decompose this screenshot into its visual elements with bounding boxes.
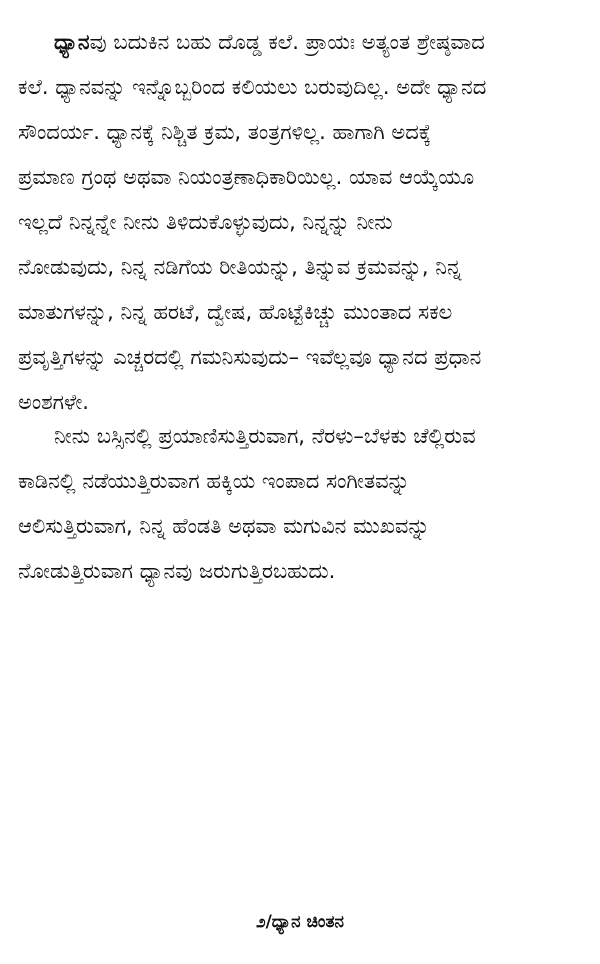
paragraph-line: ಪ್ರಮಾಣ ಗ್ರಂಥ ಅಥವಾ ನಿಯಂತ್ರಣಾಧಿಕಾರಿಯಿಲ್ಲ. ಯಾವ ಆಯ್ಕೆಯೂ — [18, 165, 475, 189]
paragraph-line: ಆಲಿಸುತ್ತಿರುವಾಗ, ನಿನ್ನ ಹೆಂಡತಿ ಅಥವಾ ಮಗುವಿನ ಮುಖವನ್ನು — [18, 514, 430, 538]
lead-word: ಧ್ಯಾನ — [54, 30, 90, 54]
paragraph-line — [18, 20, 584, 65]
paragraph-line: ಇಲ್ಲದೆ ನಿನ್ನನ್ನೇ ನೀನು ತಿಳಿದುಕೊಳ್ಳುವುದು, ನಿನ್ನನ್ನು ನೀನು — [18, 210, 393, 234]
line-text: ವು ಬದುಕಿನ ಬಹು ದೊಡ್ಡ ಕಲೆ. ಪ್ರಾಯಃ ಅತ್ಯಂತ ಶ್ರೇಷ್ಠವಾದ — [89, 30, 485, 54]
paragraph-line: ನೋಡುತ್ತಿರುವಾಗ ಧ್ಯಾನವು ಜರುಗುತ್ತಿರಬಹುದು. — [18, 559, 336, 583]
paragraph-line: ನೋಡುವುದು, ನಿನ್ನ ನಡಿಗೆಯ ರೀತಿಯನ್ನು, ತಿನ್ನುವ ಕ್ರಮವನ್ನು, ನಿನ್ನ — [18, 255, 462, 279]
paragraph-line: ಪ್ರವೃತ್ತಿಗಳನ್ನು ಎಚ್ಚರದಲ್ಲಿ ಗಮನಿಸುವುದು– ಇವೆಲ್ಲವೂ ಧ್ಯಾನದ ಪ್ರಧಾನ — [18, 345, 482, 369]
paragraph-line: ಅಂಶಗಳೇ. — [18, 390, 89, 414]
paragraph-2 — [18, 414, 584, 594]
paragraph-1 — [18, 20, 584, 425]
paragraph-line: ಕಲೆ. ಧ್ಯಾನವನ್ನು ಇನ್ನೊಬ್ಬರಿಂದ ಕಲಿಯಲು ಬರುವುದಿಲ್ಲ. ಅದೇ ಧ್ಯಾನದ — [18, 75, 487, 99]
page-footer: ೨/ಧ್ಯಾನ ಚಿಂತನ — [256, 912, 344, 932]
paragraph-line: ನೀನು ಬಸ್ಸಿನಲ್ಲಿ ಪ್ರಯಾಣಿಸುತ್ತಿರುವಾಗ, ನೆರಳು–ಬೆಳಕು ಚೆಲ್ಲಿರುವ — [54, 424, 476, 448]
paragraph-line: ಕಾಡಿನಲ್ಲಿ ನಡೆಯುತ್ತಿರುವಾಗ ಹಕ್ಕಿಯ ಇಂಪಾದ ಸಂಗೀತವನ್ನು — [18, 469, 410, 493]
paragraph-line: ಮಾತುಗಳನ್ನು, ನಿನ್ನ ಹರಟೆ, ದ್ವೇಷ, ಹೊಟ್ಟೆಕಿಚ್ಚು ಮುಂತಾದ ಸಕಲ — [18, 300, 453, 324]
paragraph-line: ಸೌಂದರ್ಯ. ಧ್ಯಾನಕ್ಕೆ ನಿಶ್ಚಿತ ಕ್ರಮ, ತಂತ್ರಗಳಿಲ್ಲ. ಹಾಗಾಗಿ ಅದಕ್ಕೆ — [18, 120, 432, 144]
